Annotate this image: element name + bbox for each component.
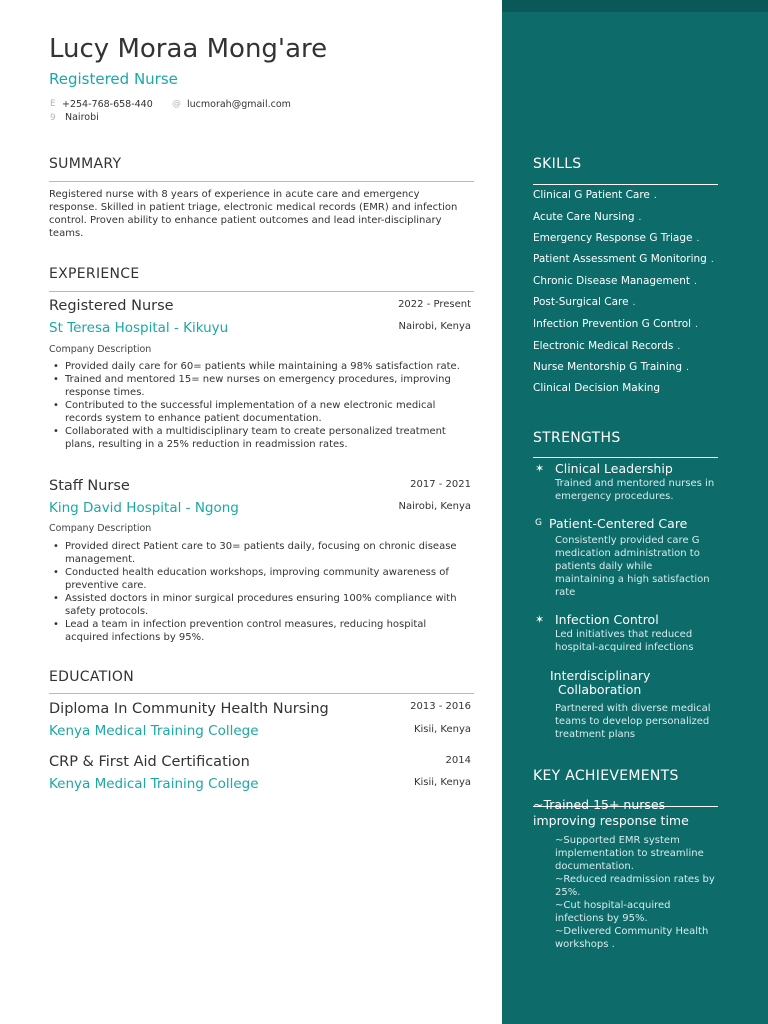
strengths-heading: STRENGTHS xyxy=(533,430,621,446)
skill-item: Post-Surgical Care . xyxy=(533,296,636,308)
sidebar-top-band xyxy=(502,0,768,12)
location-icon: 9 xyxy=(50,113,56,123)
strength-description: Trained and mentored nurses in emergency procedures. xyxy=(555,478,715,502)
list-item: • Lead a team in infection prevention control measures, reducing hospital acquired infections by 95%. xyxy=(53,619,427,643)
education-location: Kisii, Kenya xyxy=(413,777,471,788)
strength-title-line2: Collaboration xyxy=(558,682,642,697)
skill-item: Clinical Decision Making xyxy=(533,382,661,394)
candidate-name: Lucy Moraa Mong'are xyxy=(49,34,328,64)
job-bullet-list xyxy=(50,540,460,644)
summary-divider xyxy=(49,181,474,182)
education-location: Kisii, Kenya xyxy=(413,724,471,735)
list-item: • Provided direct Patient care to 30= patients daily, focusing on chronic disease management. xyxy=(53,541,457,565)
achievement-list xyxy=(555,834,715,951)
phone-number: +254-768-658-440 xyxy=(62,99,153,110)
list-item: ~Supported EMR system implementation to streamline documentation. xyxy=(555,835,704,872)
star-icon: ✶ xyxy=(535,613,545,626)
list-item: • Contributed to the successful implementation of a new electronic medical records system to enhance patient documentation. xyxy=(53,400,436,424)
list-item: • Conducted health education workshops, improving community awareness of preventive care. xyxy=(53,567,449,591)
company-description-label: Company Description xyxy=(49,523,152,534)
job-dates: 2022 - Present xyxy=(398,299,471,310)
skill-item: Electronic Medical Records . xyxy=(533,340,681,352)
skill-item: Chronic Disease Management . xyxy=(533,275,697,287)
skill-item: Infection Prevention G Control . xyxy=(533,318,698,330)
star-icon: ✶ xyxy=(535,462,545,475)
strength-description: Led initiatives that reduced hospital-acquired infections xyxy=(555,629,694,653)
education-heading: EDUCATION xyxy=(49,669,135,685)
company-description-label: Company Description xyxy=(49,344,152,355)
skills-heading: SKILLS xyxy=(533,156,582,172)
list-item: • Collaborated with a multidisciplinary team to create personalized treatment plans, resulting in a 25% reduction in readmission rates. xyxy=(53,426,446,450)
location-text: Nairobi xyxy=(65,112,99,123)
phone-icon: E xyxy=(50,99,56,109)
list-item: ~Reduced readmission rates by 25%. xyxy=(555,874,715,898)
experience-divider xyxy=(49,291,474,292)
education-dates: 2013 - 2016 xyxy=(410,701,471,712)
experience-heading: EXPERIENCE xyxy=(49,266,140,282)
candidate-title: Registered Nurse xyxy=(49,70,178,88)
education-divider xyxy=(49,693,474,694)
list-item: ~Cut hospital-acquired infections by 95%. xyxy=(555,900,671,924)
list-item: • Assisted doctors in minor surgical procedures ensuring 100% compliance with safety protocols. xyxy=(53,593,457,617)
education-school: Kenya Medical Training College xyxy=(49,776,259,792)
job-title: Registered Nurse xyxy=(49,298,174,314)
skill-item: Emergency Response G Triage . xyxy=(533,232,700,244)
job-title: Staff Nurse xyxy=(49,478,130,494)
summary-text: Registered nurse with 8 years of experience in acute care and emergency response. Skilled in patient triage, electronic medical records (EMR) and infection control. Proven ability to enhance patient outcomes and lead inter-disciplinary teams. xyxy=(49,189,458,239)
summary-heading: SUMMARY xyxy=(49,156,122,172)
job-location: Nairobi, Kenya xyxy=(398,321,471,332)
strength-title: Interdisciplinary xyxy=(550,668,651,683)
education-school: Kenya Medical Training College xyxy=(49,723,259,739)
job-company: King David Hospital - Ngong xyxy=(49,500,239,516)
skills-divider xyxy=(533,184,718,185)
email-address: lucmorah@gmail.com xyxy=(187,99,291,110)
job-company: St Teresa Hospital - Kikuyu xyxy=(49,320,229,336)
strengths-divider xyxy=(533,457,718,458)
strength-title: Clinical Leadership xyxy=(555,461,673,476)
email-icon: @ xyxy=(172,99,181,109)
skill-item: Nurse Mentorship G Training . xyxy=(533,361,689,373)
skill-item: Acute Care Nursing . xyxy=(533,211,642,223)
education-dates: 2014 xyxy=(445,755,471,766)
g-icon: G xyxy=(535,518,542,528)
strength-title: Infection Control xyxy=(555,612,659,627)
list-item: • Trained and mentored 15= new nurses on emergency procedures, improving response times. xyxy=(53,374,451,398)
education-title: CRP & First Aid Certification xyxy=(49,754,250,770)
skill-item: Clinical G Patient Care . xyxy=(533,189,657,201)
job-location: Nairobi, Kenya xyxy=(398,501,471,512)
skill-item: Patient Assessment G Monitoring . xyxy=(533,253,714,265)
education-title: Diploma In Community Health Nursing xyxy=(49,701,329,717)
list-item: ~Delivered Community Health workshops . xyxy=(555,926,709,950)
achievements-heading: KEY ACHIEVEMENTS xyxy=(533,768,679,784)
strength-description: Consistently provided care G medication administration to patients daily while maintaining a high satisfaction rate xyxy=(555,535,710,598)
strength-title: Patient-Centered Care xyxy=(549,516,688,531)
strength-description: Partnered with diverse medical teams to develop personalized treatment plans xyxy=(555,703,711,740)
achievement-highlight: ~Trained 15+ nurses improving response time xyxy=(533,797,689,828)
job-dates: 2017 - 2021 xyxy=(410,479,471,490)
job-bullet-list xyxy=(50,360,460,451)
list-item: • Provided daily care for 60= patients while maintaining a 98% satisfaction rate. xyxy=(53,361,460,372)
